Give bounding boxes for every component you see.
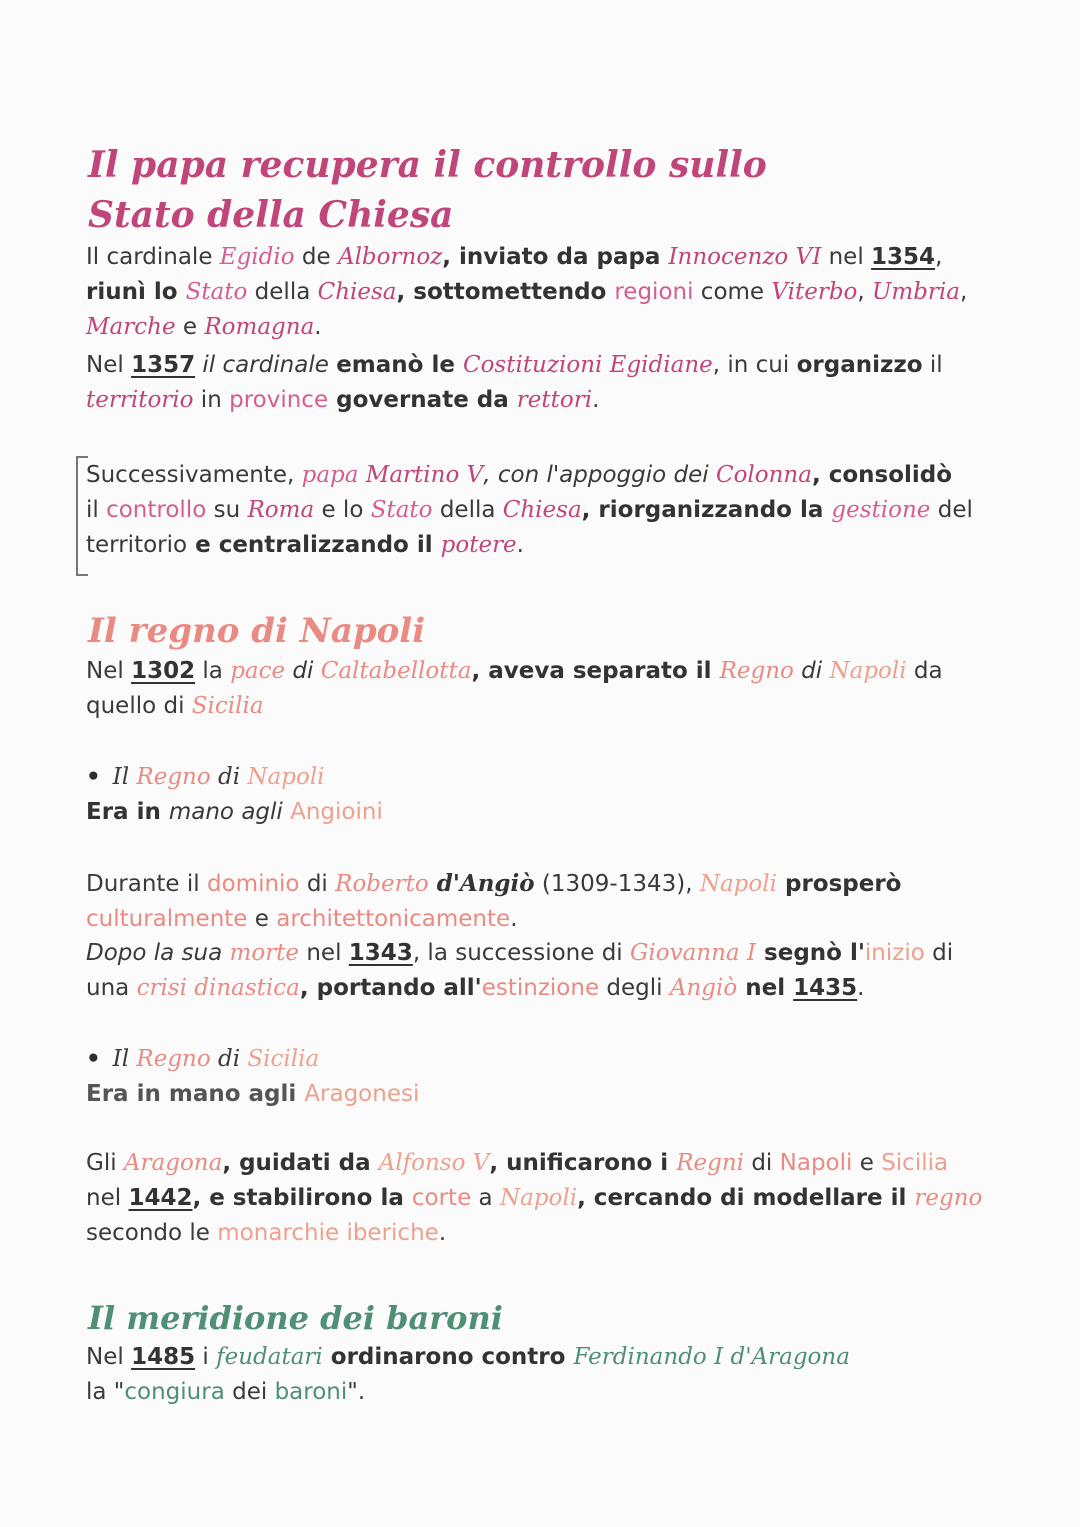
text: territorio: [86, 532, 188, 558]
text: da: [906, 658, 943, 684]
paragraph-caltabellotta: [86, 654, 986, 724]
text: Era in mano agli: [86, 1081, 305, 1107]
text: Regno: [136, 1046, 211, 1072]
text: a: [471, 1185, 500, 1211]
text: estinzione: [481, 975, 600, 1001]
section-title-naples: Il regno di Napoli: [88, 611, 426, 651]
text: la ": [86, 1379, 125, 1405]
section-title-barons: Il meridione dei baroni: [88, 1299, 503, 1337]
text: , riorganizzando la: [581, 497, 832, 523]
text: di: [299, 871, 336, 897]
text: riunì lo: [86, 279, 186, 305]
text: baroni: [274, 1379, 348, 1405]
text: dominio: [207, 871, 300, 897]
section-title-papal-state: [88, 140, 767, 240]
text: nel: [737, 975, 794, 1001]
text: , inviato da papa: [442, 244, 669, 270]
text: Romagna: [204, 314, 315, 340]
text: una: [86, 975, 137, 1001]
text: secondo le: [86, 1220, 218, 1246]
text: quello di: [86, 693, 192, 719]
text: Napoli: [779, 1150, 853, 1176]
text: segnò l': [756, 940, 865, 966]
text: (1309-1343),: [534, 871, 700, 897]
text: gestione: [831, 497, 931, 523]
text: potere: [440, 532, 517, 558]
text: Il: [112, 1046, 137, 1072]
text: i: [195, 1344, 217, 1370]
text: feudatari: [216, 1344, 323, 1370]
text: territorio: [86, 387, 194, 413]
text: Roma: [247, 497, 315, 523]
text: il cardinale: [195, 352, 337, 378]
text: di: [793, 658, 830, 684]
text: Marche: [86, 314, 176, 340]
text: di: [744, 1150, 780, 1176]
text: ,: [935, 244, 943, 270]
text: Caltabellotta: [320, 658, 472, 684]
text: Durante il: [86, 871, 207, 897]
text: Sicilia: [247, 1046, 320, 1072]
text: Angiò: [669, 975, 738, 1001]
text: rettori: [516, 387, 593, 413]
text: il: [86, 497, 107, 523]
text: de: [301, 244, 331, 270]
text: di: [210, 1046, 248, 1072]
text: emanò le: [336, 352, 463, 378]
text: Regno: [136, 764, 211, 790]
text: Angioini: [290, 799, 383, 825]
text: crisi dinastica: [136, 975, 300, 1001]
text: , portando all': [299, 975, 482, 1001]
text: ,: [286, 462, 302, 488]
text: inizio: [864, 940, 925, 966]
paragraph-costituzioni: [86, 348, 986, 418]
text: , sottomettendo: [396, 279, 615, 305]
text: Martino V: [358, 462, 484, 488]
year-1302: 1302: [131, 658, 196, 684]
text: ,: [857, 279, 873, 305]
year-1343: 1343: [348, 940, 413, 966]
text: .: [516, 532, 524, 558]
bullet-regno-napoli: [86, 760, 986, 830]
text: Viterbo: [771, 279, 858, 305]
text: organizzo: [796, 352, 923, 378]
paragraph-giovanna: [86, 936, 986, 1006]
text: , guidati da: [222, 1150, 379, 1176]
text: Chiesa: [502, 497, 582, 523]
text: degli: [599, 975, 670, 1001]
text: regioni: [614, 279, 694, 305]
year-1435: 1435: [793, 975, 858, 1001]
text: Nel: [86, 352, 132, 378]
text: Aragona: [123, 1150, 223, 1176]
text: Il cardinale: [86, 244, 220, 270]
text: Napoli: [699, 871, 777, 897]
text: d'Angiò: [428, 870, 535, 897]
text: Nel: [86, 1344, 132, 1370]
paragraph-aragona: [86, 1146, 986, 1251]
text: province: [229, 387, 329, 413]
text: congiura: [124, 1379, 225, 1405]
text: Stato: [185, 279, 248, 305]
text: e lo: [314, 497, 371, 523]
text: Sicilia: [881, 1150, 949, 1176]
year-1357: 1357: [131, 352, 196, 378]
text: .: [510, 906, 518, 932]
text: Colonna: [715, 462, 812, 488]
text: Alfonso V: [378, 1150, 490, 1176]
text: ".: [347, 1379, 366, 1405]
text: corte: [411, 1185, 472, 1211]
bullet-regno-sicilia: [86, 1042, 986, 1112]
text: Napoli: [829, 658, 907, 684]
text: e: [175, 314, 205, 340]
text: dei: [224, 1379, 275, 1405]
text: e centralizzando il: [187, 532, 441, 558]
text: Egidio: [219, 244, 295, 270]
text: Umbria: [872, 279, 960, 305]
text: .: [438, 1220, 447, 1246]
text: Chiesa: [317, 279, 397, 305]
text: , aveva separato il: [471, 658, 720, 684]
paragraph-albornoz: [86, 240, 986, 345]
text: .: [314, 314, 322, 340]
year-1354: 1354: [871, 244, 936, 270]
text: monarchie iberiche: [217, 1220, 439, 1246]
text: Giovanna I: [630, 940, 757, 966]
text: come: [693, 279, 772, 305]
text: , la successione di: [412, 940, 630, 966]
text: controllo: [106, 497, 207, 523]
text: mano agli: [168, 799, 291, 825]
text: in: [193, 387, 230, 413]
text: Nel: [86, 658, 132, 684]
text: di: [210, 764, 248, 790]
text: Il: [112, 764, 137, 790]
text: Costituzioni Egidiane: [462, 352, 713, 378]
text: prosperò: [776, 871, 902, 897]
text: , con l'appoggio dei: [483, 462, 716, 488]
text: , consolidò: [811, 462, 953, 488]
text: il: [922, 352, 943, 378]
text: Gli: [86, 1150, 124, 1176]
text: della: [247, 279, 318, 305]
text: nel: [86, 1185, 129, 1211]
text: ordinarono contro: [322, 1344, 574, 1370]
text: culturalmente: [86, 906, 248, 932]
text: e: [247, 906, 277, 932]
text: , cercando di modellare il: [577, 1185, 915, 1211]
text: Napoli: [247, 764, 325, 790]
text: Roberto: [335, 871, 429, 897]
text: del: [930, 497, 973, 523]
bullet-dot: •: [86, 1046, 101, 1072]
text: , e stabilirono la: [192, 1185, 412, 1211]
text: Era in: [86, 799, 169, 825]
text: Napoli: [499, 1185, 578, 1211]
text: Stato: [370, 497, 433, 523]
text: morte: [229, 940, 300, 966]
text: della: [432, 497, 503, 523]
text: , in cui: [712, 352, 797, 378]
text: governate da: [328, 387, 517, 413]
text: nel: [299, 940, 349, 966]
text: Dopo la sua: [86, 940, 230, 966]
paragraph-roberto: [86, 866, 986, 937]
title-line-1: Il papa recupera il controllo sullo: [88, 144, 767, 186]
text: Innocenzo VI: [668, 244, 822, 270]
text: , unificarono i: [489, 1150, 677, 1176]
text: .: [592, 387, 600, 413]
text: di: [285, 658, 321, 684]
text: nel: [821, 244, 872, 270]
text: e: [852, 1150, 882, 1176]
text: ,: [960, 279, 968, 305]
text: su: [206, 497, 248, 523]
title-line-2: Stato della Chiesa: [88, 194, 454, 236]
paragraph-congiura: [86, 1340, 986, 1410]
text: Albornoz: [337, 244, 443, 270]
text: architettonicamente: [276, 906, 511, 932]
year-1485: 1485: [131, 1344, 196, 1370]
text: di: [924, 940, 954, 966]
text: regno: [914, 1185, 983, 1211]
paragraph-martino-v: [86, 458, 986, 563]
text: papa: [301, 462, 359, 488]
text: Ferdinando I d'Aragona: [573, 1344, 850, 1370]
year-1442: 1442: [128, 1185, 193, 1211]
text: Regno: [719, 658, 794, 684]
text: .: [857, 975, 865, 1001]
text: Successivamente: [86, 462, 287, 488]
text: Regni: [676, 1150, 745, 1176]
text: pace: [230, 658, 286, 684]
text: Aragonesi: [304, 1081, 420, 1107]
bullet-dot: •: [86, 764, 101, 790]
text: la: [195, 658, 231, 684]
text: Sicilia: [191, 693, 264, 719]
